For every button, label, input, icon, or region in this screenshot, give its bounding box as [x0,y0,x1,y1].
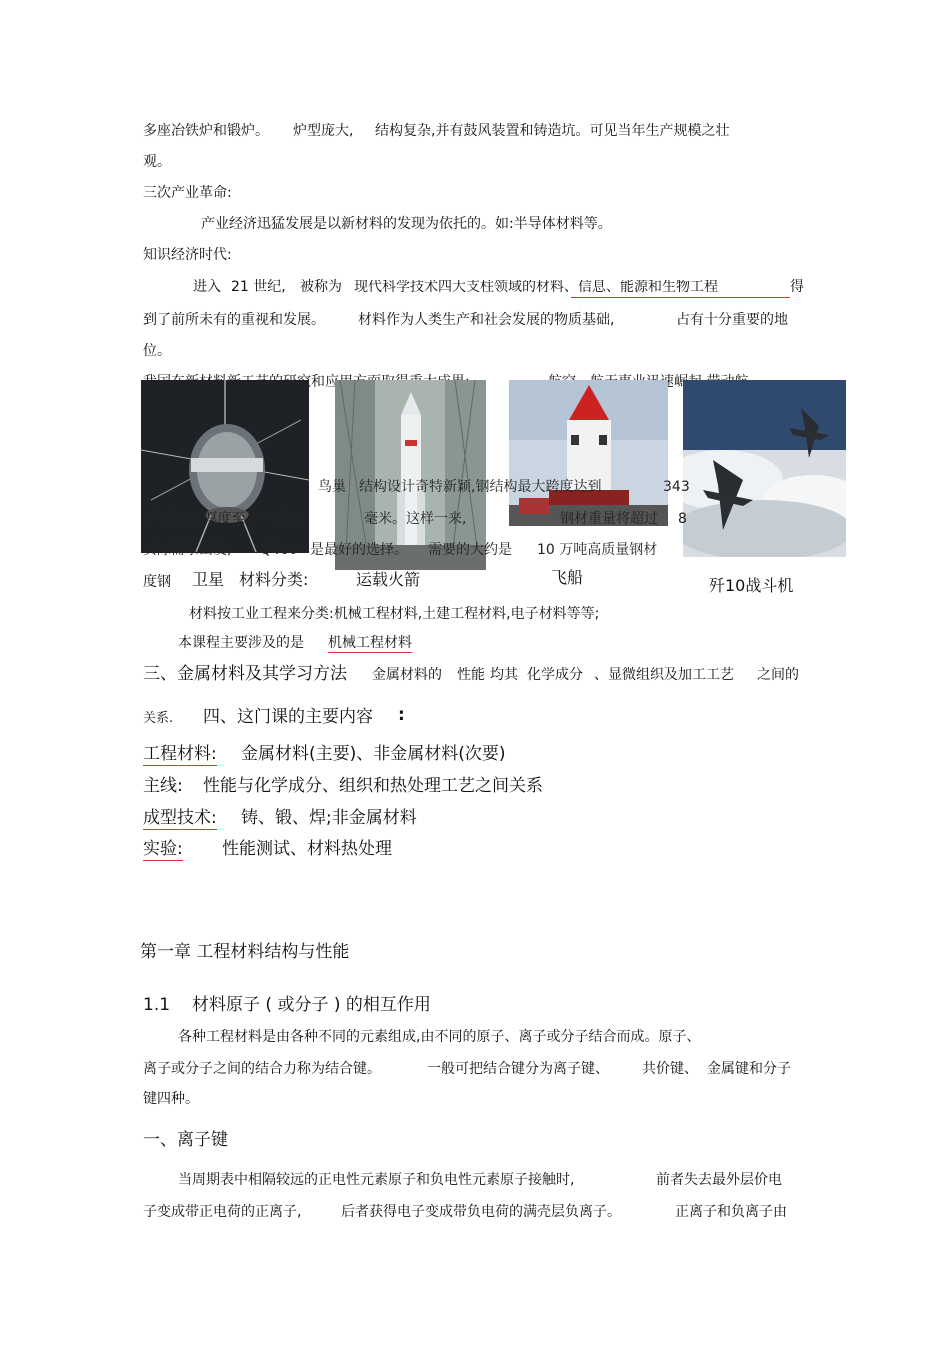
text-line: 8 [678,511,687,527]
text-line: 材料作为人类生产和社会发展的物质基础, [358,312,615,328]
image-caption: 歼10战斗机 [709,576,794,595]
text-line: 金属材料的 [372,667,442,683]
text-line: 知识经济时代: [143,247,232,263]
text-line: 子变成带正电荷的正离子, [143,1204,302,1220]
text-line: 、显微组织及加工工艺 [594,667,734,683]
key-label: 工程材料: [143,744,217,764]
text-line: 三次产业革命: [143,185,232,201]
key-label: 实验: [143,839,183,859]
text-line: 性能测试、材料热处理 [222,839,392,859]
text-line: 21 世纪, [231,279,286,295]
text-line: Q460 [260,542,298,558]
text-line: 之间的 [757,667,799,683]
text-line: 产业经济迅猛发展是以新材料的发现为依托的。如:半导体材料等。 [201,216,612,232]
text-line: 共价键、 [642,1061,698,1077]
text-line: 毫米。这样一来, [364,511,467,527]
key-label: 主线: [143,776,183,796]
text-line: 鸟巢 [318,479,346,495]
text-line: 材料按工业工程来分类:机械工程材料,土建工程材料,电子材料等等; [189,606,600,622]
image-caption: 运载火箭 [356,570,421,589]
fighter-jet-image [683,380,846,557]
section-title: 材料原子 ( 或分子 ) 的相互作用 [192,995,431,1015]
text-line: 进入 [193,279,221,295]
chapter-title: 第一章 工程材料结构与性能 [140,942,350,962]
text-line: 10 万吨高质量钢材 [537,542,658,558]
image-caption: 飞船 [551,568,584,587]
text-line: 实际需求出发, [143,542,232,558]
image-caption: 卫星 [192,570,225,589]
underline-mark [571,297,790,298]
section-heading: 一、离子键 [143,1130,228,1150]
text-line: 位。 [143,343,171,359]
text-line: 均其 [490,667,518,683]
text-line: 金属键和分子 [707,1061,791,1077]
text-line: : [398,705,405,725]
section-number: 1.1 [143,995,171,1015]
text-line: 材料分类: [239,570,309,589]
text-line: 各种工程材料是由各种不同的元素组成,由不同的原子、离子或分子结合而成。原子、 [178,1029,701,1045]
text-line: 键四种。 [143,1091,199,1107]
text-line-underlined: 机械工程材料 [328,635,412,651]
text-line: 后者获得电子变成带负电荷的满壳层负离子。 [341,1204,621,1220]
text-line: 本课程主要涉及的是 [178,635,304,651]
text-line: 结构设计奇特新颖,钢结构最大跨度达到 [359,479,602,495]
satellite-image [141,380,309,553]
text-line: 观。 [143,154,171,170]
key-label: 成型技术: [143,808,217,828]
text-line: 金属材料(主要)、非金属材料(次要) [241,744,506,764]
text-line: 343 [663,479,690,495]
text-line: 普通钢材,厚度至少要达到 [143,511,302,527]
text-line: 一般可把结合键分为离子键、 [427,1061,609,1077]
text-line: 前者失去最外层价电 [656,1172,782,1188]
spacecraft-image [509,380,668,526]
text-line: 占有十分重要的地 [676,312,788,328]
text-line: 化学成分 [527,667,583,683]
text-line: 多座冶铁炉和锻炉。 [143,123,269,139]
text-line: 离子或分子之间的结合力称为结合键。 [143,1061,381,1077]
text-line: 正离子和负离子由 [675,1204,787,1220]
text-line: 钢材重量将超过 [560,511,658,527]
text-line: 性能与化学成分、组织和热处理工艺之间关系 [203,776,543,796]
text-line: 当周期表中相隔较远的正电性元素原子和负电性元素原子接触时, [178,1172,575,1188]
section-heading: 四、这门课的主要内容 [203,707,373,727]
text-line: 铸、锻、焊;非金属材料 [241,808,417,828]
section-heading: 三、金属材料及其学习方法 [143,664,347,684]
text-line: 性能 [457,667,485,683]
text-line: 被称为 [300,279,342,295]
text-line: 度钢 [143,574,171,590]
text-line: 关系. [143,711,174,726]
text-line: 到了前所未有的重视和发展。 [143,312,325,328]
text-line: 是最好的选择。 [310,542,408,558]
text-line: 需要的大约是 [428,542,512,558]
text-line: 炉型庞大, [293,123,354,139]
text-line: 得 [790,279,804,295]
text-line: 结构复杂,并有鼓风装置和铸造坑。可见当年生产规模之壮 [375,123,730,139]
text-line-underlined: 现代科学技术四大支柱领域的材料、信息、能源和生物工程 [354,280,718,294]
